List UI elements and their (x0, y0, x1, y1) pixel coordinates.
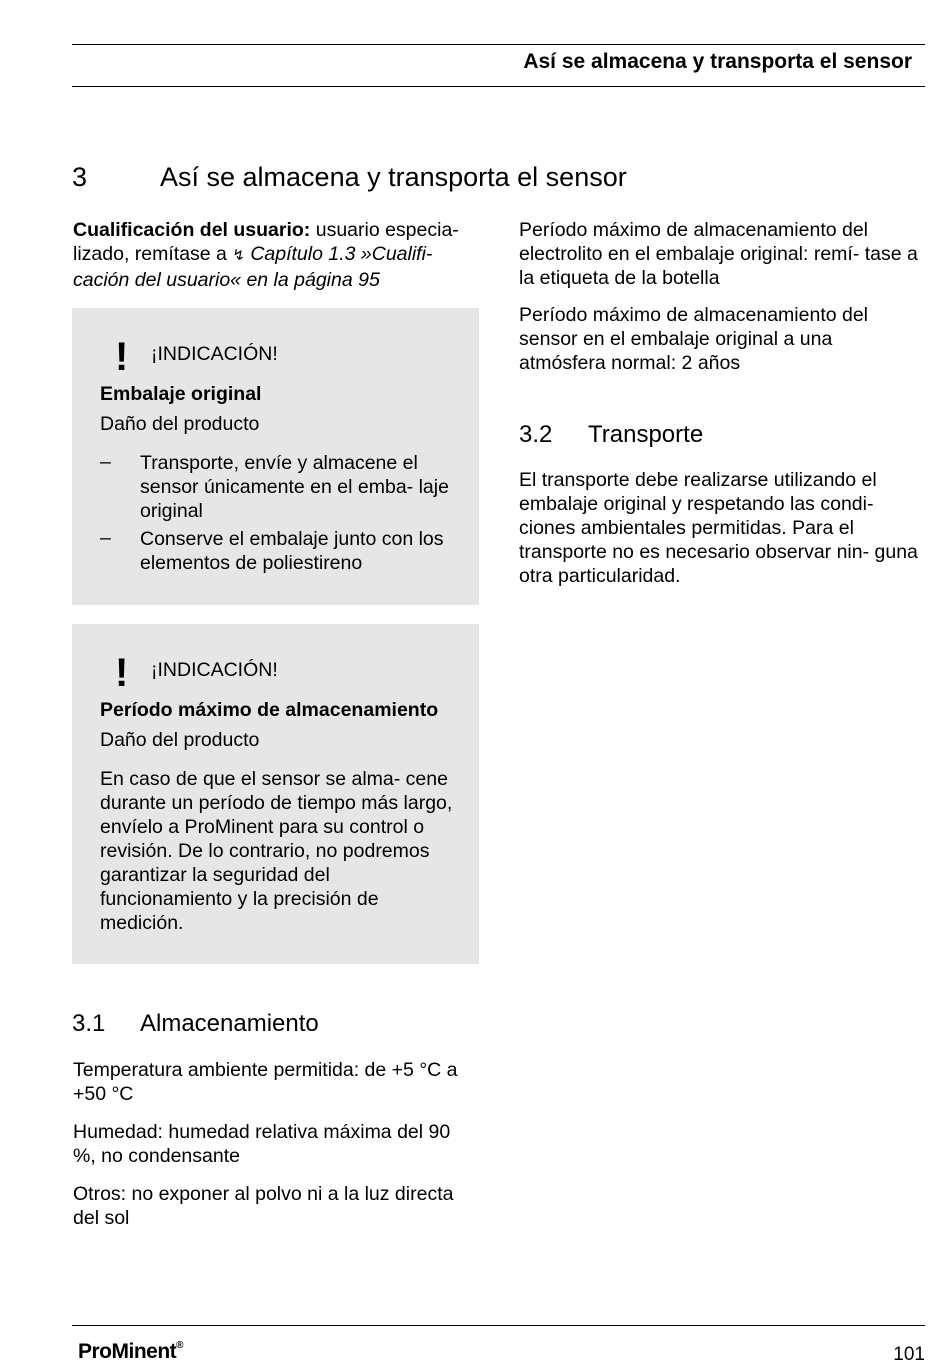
chapter-reference-link[interactable]: Capítulo 1.3 »Cualifi- (250, 243, 433, 265)
section-number: 3 (72, 162, 88, 192)
storage-period-paragraph: Período máximo de almacenamiento del sensor en el embalaje original a una atmósfera normal: 2 años (519, 304, 869, 374)
exclamation-icon: ! (115, 335, 129, 379)
notice-title: Embalaje original (100, 383, 262, 405)
section-title: Así se almacena y transporta el sensor (160, 162, 627, 192)
subsection-heading (72, 1010, 319, 1038)
exclamation-icon: ! (115, 651, 129, 695)
bullet-item: Transporte, envíe y almacene el sensor únicamente en el emba- laje original (140, 452, 449, 522)
notice-subtitle: Daño del producto (100, 413, 260, 435)
notice-subtitle: Daño del producto (100, 729, 260, 751)
subsection-number: 3.2 (519, 421, 553, 448)
registered-mark: ® (176, 1340, 184, 1351)
subsection-number: 3.1 (72, 1010, 106, 1037)
qualification-prefix: lizado, remítase a (73, 243, 233, 265)
subsection-title: Almacenamiento (140, 1010, 319, 1037)
notice-body: En caso de que el sensor se alma- cene durante un período de tiempo más largo, envíelo a ProMinent para su control o revisión. De lo contrario, no podremos garantizar la seguridad del funcionamiento y la precisión de medición. (100, 768, 453, 934)
qualification-paragraph (73, 218, 483, 292)
page-number: 101 (893, 1344, 925, 1365)
storage-period-paragraph: Período máximo de almacenamiento del electrolito en el embalaje original: remí- tase a la etiqueta de la botella (519, 219, 918, 289)
header-bottom-rule (72, 86, 925, 87)
transport-paragraph: El transporte debe realizarse utilizando el embalaje original y respetando las condi- ciones ambientales permitidas. Para el transporte no es necesario observar nin- guna otra particularidad. (519, 469, 918, 587)
notice-label: ¡INDICACIÓN! (151, 659, 278, 681)
section-heading (72, 162, 627, 193)
storage-paragraph: Temperatura ambiente permitida: de +5 °C a +50 °C (73, 1059, 458, 1105)
storage-paragraph: Otros: no exponer al polvo ni a la luz directa del sol (73, 1183, 454, 1229)
notice-label: ¡INDICACIÓN! (151, 343, 278, 365)
subsection-title: Transporte (588, 421, 704, 448)
header-top-rule (72, 44, 925, 45)
qualification-label: Cualificación del usuario: (73, 219, 311, 241)
running-header-title: Así se almacena y transporta el sensor (523, 50, 912, 73)
chapter-reference-link-cont[interactable]: cación del usuario« en la página 95 (73, 269, 380, 291)
storage-paragraph: Humedad: humedad relativa máxima del 90 %, no condensante (73, 1121, 451, 1167)
arrow-reference-icon: ↯ (232, 247, 245, 264)
subsection-heading (519, 421, 703, 449)
notice-title: Período máximo de almacenamiento (100, 699, 439, 721)
logo-text: ProMinent (78, 1340, 177, 1363)
prominent-logo (78, 1340, 183, 1364)
footer-rule (72, 1325, 925, 1326)
bullet-dash: – (100, 527, 111, 549)
bullet-item: Conserve el embalaje junto con los elementos de poliestireno (140, 528, 444, 574)
qualification-text: usuario especia- (315, 219, 459, 241)
notice-box-packaging (72, 308, 479, 605)
notice-box-storage-period (72, 624, 479, 964)
bullet-dash: – (100, 451, 111, 473)
